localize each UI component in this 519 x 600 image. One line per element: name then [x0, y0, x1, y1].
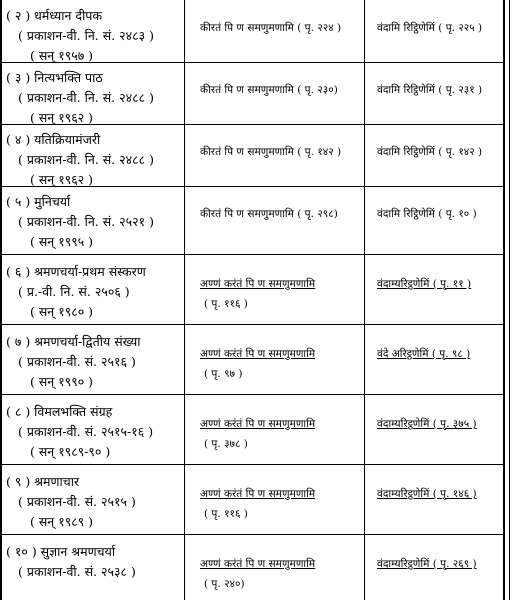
reading-text: वंदाम्यरिट्ठणेमिं ( पृ. १४६ )	[377, 488, 477, 500]
row-separator	[0, 324, 503, 325]
publication-era: ( प्रकाशन-वी. सं. २५३८ )	[18, 564, 136, 579]
reading-text: कीरतं पि ण समणुमणामि ( पृ. २९८)	[200, 208, 338, 220]
reading-text: वंदाम्यरिट्ठणेमिं ( पृ. २६९ )	[377, 558, 477, 570]
row-separator	[0, 464, 503, 465]
publication-year: ( सन् १९८९ )	[30, 514, 94, 529]
reading-variant-2	[377, 484, 477, 504]
work-title: ( ९ ) श्रमणाचार	[6, 474, 80, 489]
reading-text: अण्णं करंतं पि ण समणुमणामि	[200, 418, 316, 430]
reading-variant-2	[377, 274, 471, 294]
publication-era: ( प्रकाशन-वी. नि. सं. २४८८ )	[18, 90, 154, 105]
reading-variant-1	[200, 80, 338, 100]
reading-variant-2	[377, 554, 477, 574]
work-citation	[6, 472, 136, 532]
reading-text: वंदे अरिट्ठणेमिं ( पृ. ९८ )	[377, 348, 471, 360]
reading-variant-2	[377, 80, 482, 100]
reading-page-ref: ( पृ. ९७ )	[204, 368, 243, 380]
reading-text: अण्णं करंतं पि ण समणुमणामि	[200, 348, 316, 360]
reading-page-ref: ( पृ. २४०)	[204, 578, 245, 590]
reading-variant-1	[200, 414, 315, 454]
work-citation	[6, 6, 154, 66]
publication-era: ( प्रकाशन-वी. सं. २५१५-१६ )	[18, 424, 154, 439]
publication-year: ( सन् १९९५ )	[30, 234, 94, 249]
right-border	[503, 0, 505, 600]
column-divider-1	[184, 0, 185, 600]
reading-variant-1	[200, 274, 315, 314]
reading-variant-2	[377, 18, 482, 38]
reading-text: वंदामि रिट्ठिणेमिं ( पृ. १४२ )	[377, 146, 483, 158]
work-citation	[6, 130, 154, 190]
reading-page-ref: ( पृ. ११६ )	[204, 508, 248, 520]
reading-text: वंदामि रिट्ठिणेमिं ( पृ. २३१ )	[377, 84, 483, 96]
reading-text: वंदामि रिट्ठिणेमिं ( पृ. १० )	[377, 208, 477, 220]
work-citation	[6, 262, 146, 322]
publication-year: ( सन् १९६२ )	[30, 172, 94, 187]
work-citation	[6, 192, 154, 252]
work-title: ( ६ ) श्रमणचर्या-प्रथम संस्करण	[6, 264, 146, 279]
reading-text: कीरतं पि ण समणुमणामि ( पृ. १४२ )	[200, 146, 342, 158]
left-border	[0, 0, 2, 600]
work-title: ( ७ ) श्रमणचर्या-द्वितीय संख्या	[6, 334, 141, 349]
publication-era: ( प्रकाशन-वी. नि. सं. २४८३ )	[18, 28, 154, 43]
reading-variant-2	[377, 344, 470, 364]
publication-era: ( प्रकाशन-वी. सं. २५१६ )	[18, 354, 136, 369]
work-title: ( २ ) धर्मध्यान दीपक	[6, 8, 103, 23]
work-citation	[6, 542, 136, 582]
reading-variant-2	[377, 204, 477, 224]
publication-era: ( प्रकाशन-वी. सं. २५१५ )	[18, 494, 136, 509]
work-title: ( ४ ) यतिक्रियामंजरी	[6, 132, 101, 147]
reading-text: वंदाम्यरिट्ठणेमिं ( पृ. ३७५ )	[377, 418, 477, 430]
reading-page-ref: ( पृ. ३७८ )	[204, 438, 248, 450]
publication-era: ( प्रकाशन-वी. नि. सं. २५२१ )	[18, 214, 154, 229]
reading-variant-1	[200, 18, 341, 38]
reading-text: कीरतं पि ण समणुमणामि ( पृ. २२४ )	[200, 22, 342, 34]
reading-variant-2	[377, 414, 477, 434]
reading-text: कीरतं पि ण समणुमणामि ( पृ. २३०)	[200, 84, 338, 96]
reading-variant-1	[200, 344, 315, 384]
column-divider-2	[364, 0, 365, 600]
reading-text: अण्णं करंतं पि ण समणुमणामि	[200, 558, 316, 570]
reading-page-ref: ( पृ. ११६ )	[204, 298, 248, 310]
work-title: ( ३ ) नित्यभक्ति पाठ	[6, 70, 103, 85]
work-citation	[6, 332, 140, 392]
page-edge-line	[509, 0, 510, 600]
reading-variant-1	[200, 484, 315, 524]
work-title: ( ५ ) मुनिचर्या	[6, 194, 71, 209]
work-title: ( १० ) सुज्ञान श्रमणचर्या	[6, 544, 116, 559]
reading-variant-1	[200, 554, 315, 594]
reading-text: अण्णं करंतं पि ण समणुमणामि	[200, 488, 316, 500]
publication-year: ( सन् १९६२ )	[30, 110, 94, 125]
reading-variant-1	[200, 204, 338, 224]
publication-year: ( सन् १९८९-९० )	[30, 444, 111, 459]
work-title: ( ८ ) विमलभक्ति संग्रह	[6, 404, 113, 419]
row-separator	[0, 254, 503, 255]
reading-variant-1	[200, 142, 341, 162]
work-citation	[6, 68, 154, 128]
publication-year: ( सन् १९८० )	[30, 304, 94, 319]
row-separator	[0, 534, 503, 535]
reading-text: वंदाम्यरिट्ठणेमिं ( पृ. ११ )	[377, 278, 472, 290]
publication-era: ( प्रकाशन-वी. नि. सं. २४८८ )	[18, 152, 154, 167]
row-separator	[0, 394, 503, 395]
publication-year: ( सन् १९९० )	[30, 374, 94, 389]
reading-text: वंदामि रिट्ठिणेमिं ( पृ. २२५ )	[377, 22, 483, 34]
work-citation	[6, 402, 153, 462]
reading-variant-2	[377, 142, 482, 162]
publication-year: ( सन् १९५७ )	[30, 48, 94, 63]
publication-era: ( प्र.-वी. नि. सं. २५०६ )	[18, 284, 130, 299]
reading-text: अण्णं करंतं पि ण समणुमणामि	[200, 278, 316, 290]
